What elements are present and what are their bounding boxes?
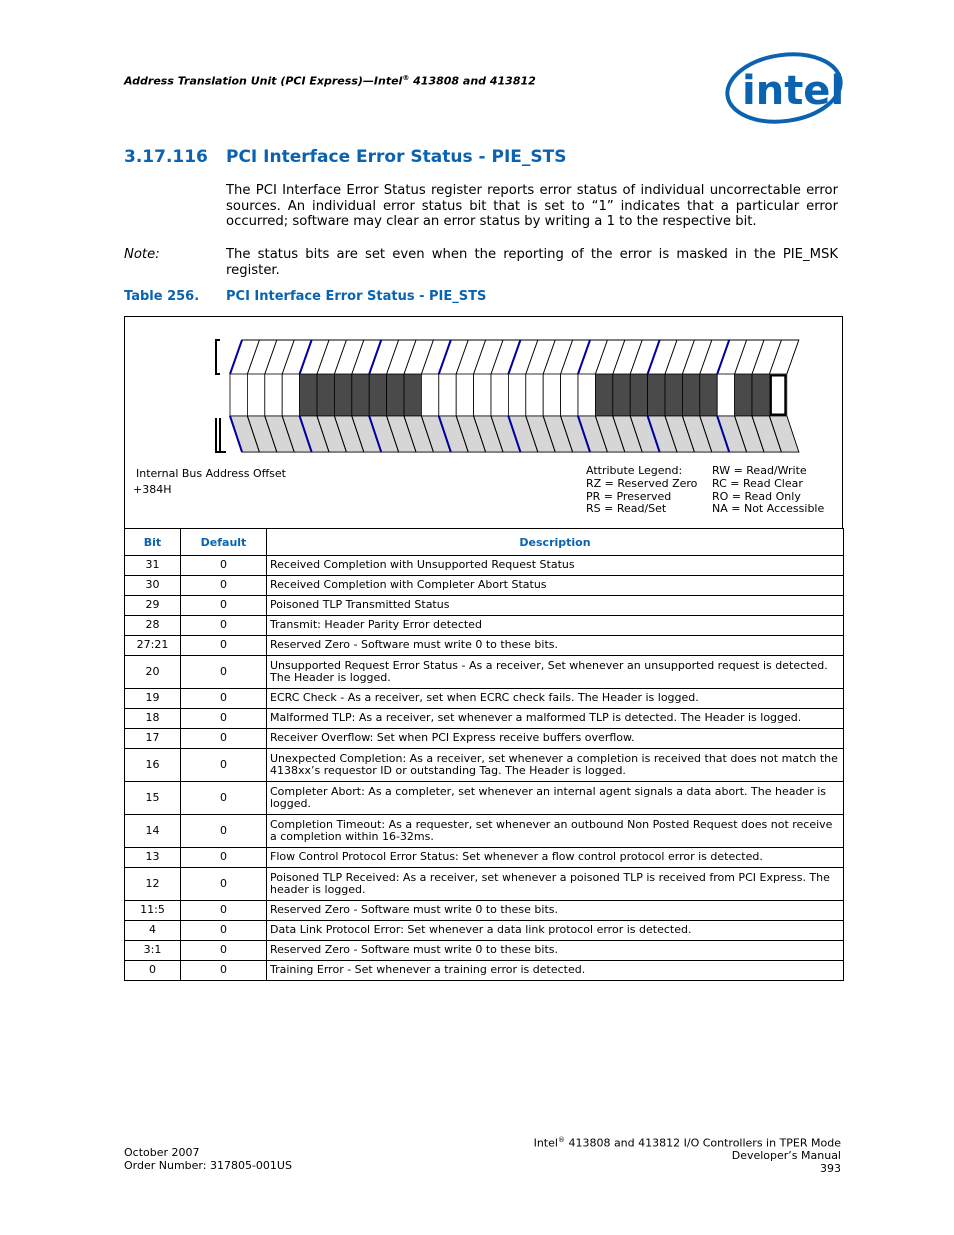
footer-left [124,1147,292,1172]
cell-bit: 30 [125,576,181,596]
table-row [125,782,844,815]
cell-default: 0 [181,815,267,848]
cell-bit: 4 [125,921,181,941]
bit-cell-4 [700,374,717,416]
legend-item: RO = Read Only [712,489,801,503]
cell-description: Receiver Overflow: Set when PCI Express receive buffers overflow. [267,729,844,749]
legend-item: RZ = Reserved Zero [586,476,698,490]
legend-item: PR = Preserved [586,489,672,503]
cell-description: Poisoned TLP Received: As a receiver, set whenever a poisoned TLP is received from PCI Express. The header is logged. [267,868,844,901]
legend-item: RC = Read Clear [712,476,803,490]
bit-cell-28 [282,374,299,416]
bit-cell-12 [561,374,578,416]
bit-cell-8 [630,374,647,416]
bit-cell-18 [456,374,473,416]
section-heading: 3.17.116 PCI Interface Error Status - PIE_STS [124,147,567,167]
intel-logo-text: intel [742,68,844,114]
intel-logo [724,48,844,128]
table-row [125,709,844,729]
cell-default: 0 [181,556,267,576]
bit-cell-15 [508,374,525,416]
table-row [125,616,844,636]
cell-bit: 3:1 [125,941,181,961]
table-row [125,576,844,596]
cell-default: 0 [181,576,267,596]
table-row [125,848,844,868]
cell-description: Reserved Zero - Software must write 0 to these bits. [267,636,844,656]
table-header-row [125,529,844,556]
table-row [125,636,844,656]
col-header-description: Description [267,529,844,556]
legend-item: RS = Read/Set [586,502,667,516]
cell-default: 0 [181,901,267,921]
bit-cell-29 [265,374,282,416]
legend-left [586,465,697,516]
cell-description: Received Completion with Unsupported Request Status [267,556,844,576]
cell-default: 0 [181,636,267,656]
register-bit-diagram [212,336,802,458]
col-header-bit: Bit [125,529,181,556]
cell-default: 0 [181,656,267,689]
cell-description: Unsupported Request Error Status - As a receiver, Set whenever an unsupported request is detected. The Header is logged. [267,656,844,689]
footer-product: Intel® 413808 and 413812 I/O Controllers in TPER Mode [533,1136,841,1150]
table-row [125,868,844,901]
cell-default: 0 [181,782,267,815]
bit-cell-0-highlight [771,376,785,415]
register-table [124,528,844,981]
table-row [125,596,844,616]
footer-right [534,1134,841,1175]
cell-default: 0 [181,749,267,782]
cell-description: Data Link Protocol Error: Set whenever a data link protocol error is detected. [267,921,844,941]
cell-bit: 13 [125,848,181,868]
table-row [125,729,844,749]
cell-bit: 15 [125,782,181,815]
bit-cell-9 [613,374,630,416]
table-row [125,961,844,981]
cell-description: Completion Timeout: As a requester, set whenever an outbound Non Posted Request does not receive a completion within 16-32ms. [267,815,844,848]
footer-order: Order Number: 317805-001US [124,1158,292,1172]
section-body: The PCI Interface Error Status register reports error status of individual uncorrectable error sources. An individual error status bit that is set to “1” indicates that a particular error occurred; software may clear an error status by writing a 1 to the respective bit. [226,183,838,230]
bit-cell-26 [317,374,334,416]
cell-default: 0 [181,729,267,749]
legend-right [712,465,824,516]
bit-cell-25 [334,374,351,416]
bit-cell-31 [230,374,247,416]
cell-default: 0 [181,848,267,868]
cell-bit: 11:5 [125,901,181,921]
legend-item: RW = Read/Write [712,464,807,477]
bit-cell-20 [421,374,438,416]
bit-cell-3 [717,374,734,416]
cell-description: Poisoned TLP Transmitted Status [267,596,844,616]
cell-description: Reserved Zero - Software must write 0 to these bits. [267,941,844,961]
bit-cell-22 [387,374,404,416]
cell-bit: 18 [125,709,181,729]
cell-default: 0 [181,709,267,729]
note-label: Note: [124,247,160,262]
cell-description: ECRC Check - As a receiver, set when ECRC check fails. The Header is logged. [267,689,844,709]
cell-description: Received Completion with Completer Abort Status [267,576,844,596]
cell-bit: 12 [125,868,181,901]
offset-label: Internal Bus Address Offset [136,467,286,480]
bit-cell-1 [752,374,769,416]
bit-cell-5 [682,374,699,416]
cell-default: 0 [181,689,267,709]
bit-cell-16 [491,374,508,416]
cell-bit: 16 [125,749,181,782]
cell-bit: 20 [125,656,181,689]
footer-date: October 2007 [124,1146,200,1159]
cell-description: Transmit: Header Parity Error detected [267,616,844,636]
bit-cell-27 [300,374,317,416]
footer-manual: Developer’s Manual [731,1149,841,1163]
cell-bit: 28 [125,616,181,636]
bit-cell-23 [369,374,386,416]
cell-bit: 14 [125,815,181,848]
bit-cell-24 [352,374,369,416]
cell-default: 0 [181,941,267,961]
table-row [125,901,844,921]
cell-default: 0 [181,961,267,981]
legend-title: Attribute Legend: [586,464,683,477]
cell-bit: 17 [125,729,181,749]
cell-default: 0 [181,921,267,941]
cell-description: Flow Control Protocol Error Status: Set whenever a flow control protocol error is detected. [267,848,844,868]
bit-cell-7 [648,374,665,416]
cell-description: Unexpected Completion: As a receiver, set whenever a completion is received that does not match the 4138xx’s requestor ID or outstanding Tag. The Header is logged. [267,749,844,782]
bit-cell-14 [526,374,543,416]
cell-description: Training Error - Set whenever a training error is detected. [267,961,844,981]
cell-default: 0 [181,868,267,901]
bracket-top [216,340,220,374]
cell-default: 0 [181,616,267,636]
cell-description: Completer Abort: As a completer, set whenever an internal agent signals a data abort. The header is logged. [267,782,844,815]
table-row [125,656,844,689]
bit-cell-30 [247,374,264,416]
col-header-default: Default [181,529,267,556]
cell-bit: 19 [125,689,181,709]
table-row [125,941,844,961]
legend-item: NA = Not Accessible [712,502,825,516]
footer-page-number: 393 [820,1161,841,1175]
table-caption: Table 256. PCI Interface Error Status - PIE_STS [124,289,487,304]
table-row [125,689,844,709]
bit-cell-21 [404,374,421,416]
cell-description: Reserved Zero - Software must write 0 to these bits. [267,901,844,921]
cell-bit: 31 [125,556,181,576]
bracket-bottom [216,418,226,452]
bit-cell-11 [578,374,595,416]
table-row [125,815,844,848]
bit-cell-17 [474,374,491,416]
cell-bit: 0 [125,961,181,981]
table-row [125,749,844,782]
bit-cell-2 [735,374,752,416]
running-header: Address Translation Unit (PCI Express)—Intel® 413808 and 413812 [124,74,536,88]
bit-cell-13 [543,374,560,416]
bit-cell-19 [439,374,456,416]
cell-default: 0 [181,596,267,616]
cell-bit: 29 [125,596,181,616]
table-row [125,921,844,941]
bit-cell-10 [595,374,612,416]
bit-cell-6 [665,374,682,416]
table-row [125,556,844,576]
cell-bit: 27:21 [125,636,181,656]
cell-description: Malformed TLP: As a receiver, set whenever a malformed TLP is detected. The Header is logged. [267,709,844,729]
offset-value: +384H [133,483,172,496]
note-text: The status bits are set even when the reporting of the error is masked in the PIE_MSK register. [226,247,838,278]
